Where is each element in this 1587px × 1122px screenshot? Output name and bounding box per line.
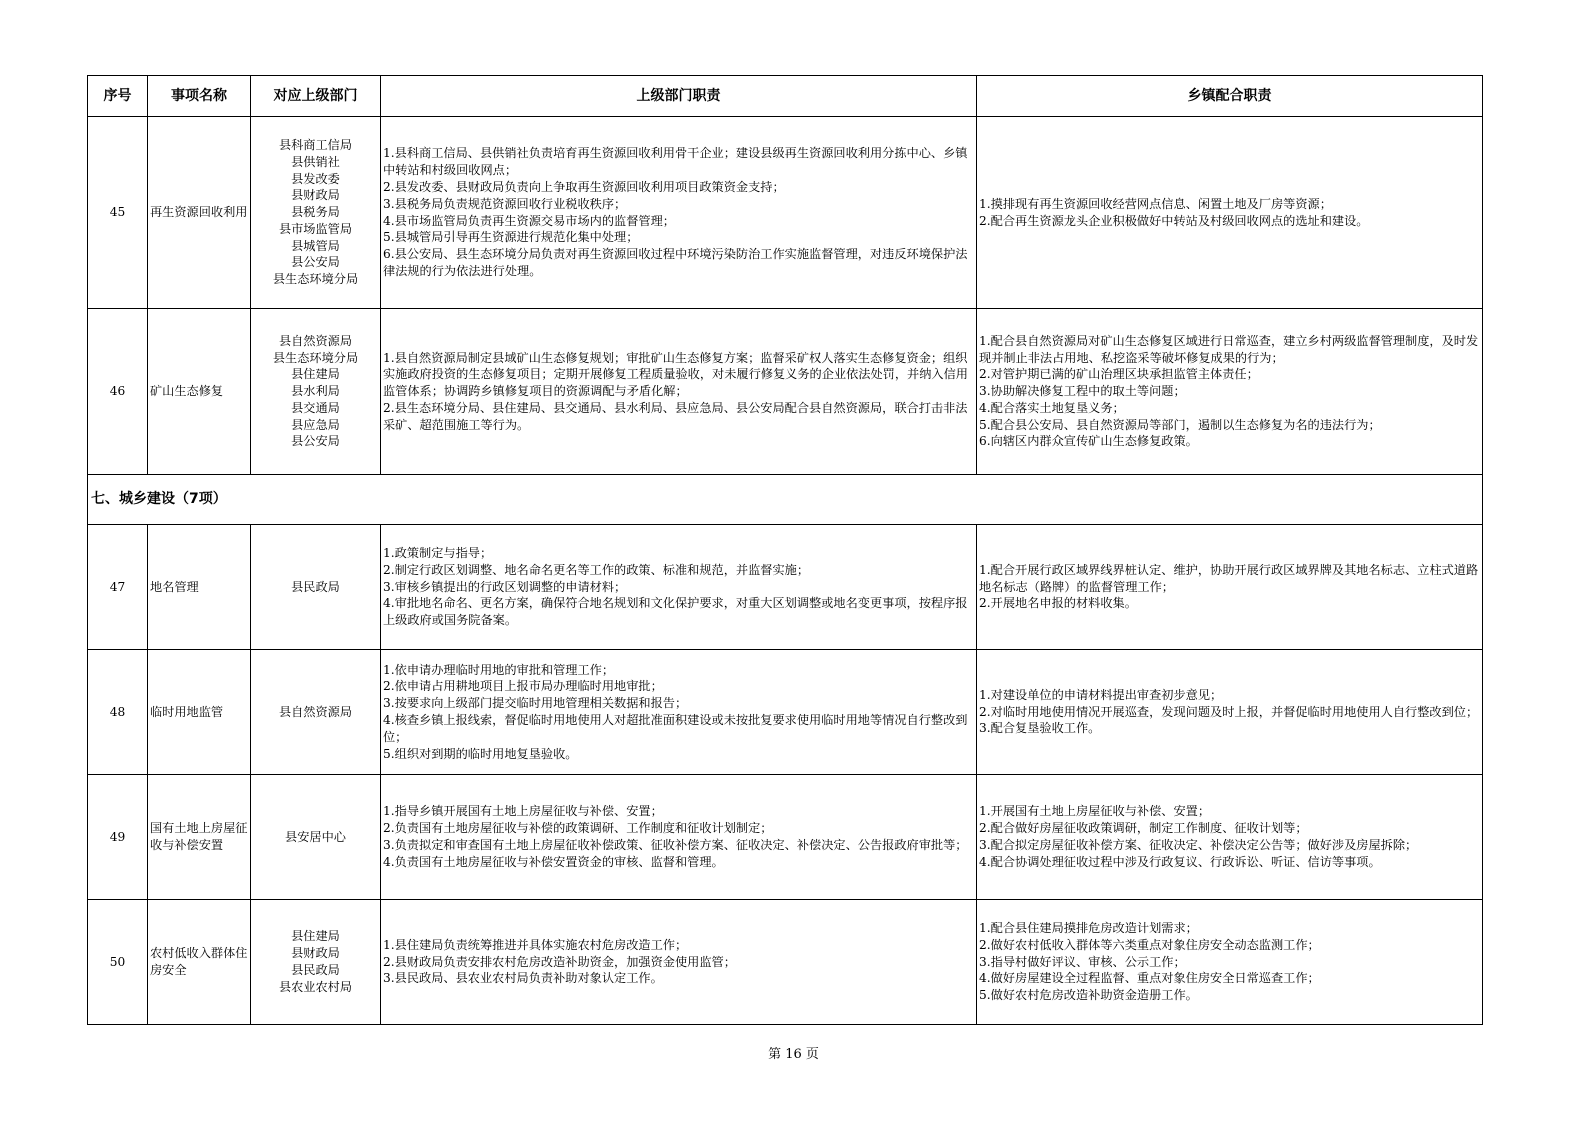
header-no: 序号: [88, 76, 148, 117]
dept-item: 县科商工信局: [278, 137, 353, 152]
dept-item: 县安居中心: [285, 829, 346, 844]
dept-item: 县住建局: [291, 929, 340, 944]
duty-item: 1.依申请办理临时用地的审批和管理工作；: [383, 662, 615, 677]
row-coop: [977, 900, 1483, 1025]
dept-item: 县发改委: [291, 171, 340, 186]
row-no: 48: [88, 650, 148, 775]
row-name: 地名管理: [148, 525, 251, 650]
header-dept: 对应上级部门: [251, 76, 381, 117]
row-duty: [381, 775, 977, 900]
row-no: 46: [88, 309, 148, 475]
coop-item: 2.做好农村低收入群体等六类重点对象住房安全动态监测工作；: [979, 937, 1320, 952]
dept-item: 县自然资源局: [278, 333, 353, 348]
dept-item: 县生态环境分局: [272, 272, 359, 287]
dept-item: 县公安局: [291, 255, 340, 270]
matters-table-wrap: [87, 75, 1482, 1025]
coop-item: 1.配合县住建局摸排危房改造计划需求；: [979, 921, 1198, 935]
duty-item: 1.县住建局负责统筹推进并具体实施农村危房改造工作；: [383, 937, 688, 952]
coop-item: 2.配合做好房屋征收政策调研，制定工作制度、征收计划等；: [979, 821, 1308, 836]
coop-item: 3.协助解决修复工程中的取土等问题；: [979, 384, 1186, 399]
table-row: [88, 117, 1483, 309]
coop-item: 5.做好农村危房改造补助资金造册工作。: [979, 988, 1198, 1003]
dept-item: 县住建局: [291, 367, 340, 382]
dept-item: 县供销社: [291, 154, 340, 169]
row-coop: [977, 309, 1483, 475]
table-row: [88, 525, 1483, 650]
row-name: 国有土地上房屋征收与补偿安置: [148, 775, 251, 900]
row-duty: [381, 900, 977, 1025]
row-duty: [381, 117, 977, 309]
header-duty: 上级部门职责: [381, 76, 977, 117]
coop-item: 1.配合开展行政区域界线界桩认定、维护，协助开展行政区域界牌及其地名标志、立柱式道路地名标志（路牌）的监督管理工作；: [979, 562, 1479, 594]
coop-item: 2.配合再生资源龙头企业积极做好中转站及村级回收网点的选址和建设。: [979, 213, 1369, 228]
duty-item: 6.县公安局、县生态环境分局负责对再生资源回收过程中环境污染防治工作实施监督管理，对违反环境保护法律法规的行为依法进行处理。: [383, 247, 968, 278]
row-depts: [251, 650, 381, 775]
section-row: [88, 475, 1483, 525]
row-name: 临时用地监管: [148, 650, 251, 775]
duty-item: 2.负责国有土地房屋征收与补偿的政策调研、工作制度和征收计划制定；: [383, 821, 773, 836]
duty-item: 3.按要求向上级部门提交临时用地管理相关数据和报告；: [383, 696, 688, 711]
row-coop: [977, 775, 1483, 900]
coop-item: 1.摸排现有再生资源回收经营网点信息、闲置土地及厂房等资源；: [979, 196, 1332, 211]
row-no: 49: [88, 775, 148, 900]
duty-item: 1.政策制定与指导；: [383, 546, 493, 560]
duty-item: 3.县民政局、县农业农村局负责补助对象认定工作。: [383, 971, 663, 986]
coop-item: 3.指导村做好评议、审核、公示工作；: [979, 954, 1186, 969]
coop-item: 5.配合县公安局、县自然资源局等部门，遏制以生态修复为名的违法行为；: [979, 417, 1381, 432]
header-row: [88, 76, 1483, 117]
table-row: [88, 900, 1483, 1025]
coop-item: 1.配合县自然资源局对矿山生态修复区域进行日常巡查，建立乡村两级监督管理制度，及时发现并制止非法占用地、私挖盗采等破坏修复成果的行为；: [979, 333, 1479, 365]
row-coop: [977, 525, 1483, 650]
duty-item: 5.组织对到期的临时用地复垦验收。: [383, 746, 578, 761]
dept-item: 县自然资源局: [278, 704, 353, 719]
row-depts: [251, 117, 381, 309]
table-row: [88, 775, 1483, 900]
duty-item: 3.审核乡镇提出的行政区划调整的申请材料；: [383, 579, 627, 594]
row-coop: [977, 117, 1483, 309]
row-depts: [251, 525, 381, 650]
row-no: 47: [88, 525, 148, 650]
duty-item: 4.核查乡镇上报线索，督促临时用地使用人对超批准面积建设或未按批复要求使用临时用地等情况自行整改到位；: [383, 713, 968, 744]
dept-item: 县财政局: [291, 946, 340, 961]
dept-item: 县城管局: [291, 238, 340, 253]
duty-item: 1.县自然资源局制定县域矿山生态修复规划；审批矿山生态修复方案；监督采矿权人落实生态修复资金；组织实施政府投资的生态修复项目；定期开展修复工程质量验收，对未履行修复义务的企业依法处罚，并纳入信用监管体系；协调跨乡镇修复项目的资源调配与矛盾化解；: [383, 350, 968, 399]
coop-item: 2.开展地名申报的材料收集。: [979, 596, 1137, 611]
page-number: 第 16 页: [768, 1047, 819, 1062]
dept-item: 县农业农村局: [278, 979, 353, 994]
header-name: 事项名称: [148, 76, 251, 117]
row-duty: [381, 309, 977, 475]
coop-item: 3.配合复垦验收工作。: [979, 721, 1101, 736]
coop-item: 6.向辖区内群众宣传矿山生态修复政策。: [979, 434, 1198, 449]
row-no: 45: [88, 117, 148, 309]
row-depts: [251, 309, 381, 475]
row-no: 50: [88, 900, 148, 1025]
dept-item: 县应急局: [291, 417, 340, 432]
coop-item: 2.对管护期已满的矿山治理区块承担监管主体责任；: [979, 367, 1259, 382]
coop-item: 1.开展国有土地上房屋征收与补偿、安置；: [979, 804, 1211, 819]
duty-item: 3.县税务局负责规范资源回收行业税收秩序；: [383, 196, 627, 211]
dept-item: 县水利局: [291, 384, 340, 399]
row-name: 矿山生态修复: [148, 309, 251, 475]
row-duty: [381, 650, 977, 775]
duty-item: 4.负责国有土地房屋征收与补偿安置资金的审核、监督和管理。: [383, 854, 724, 869]
table-row: [88, 309, 1483, 475]
coop-item: 3.配合拟定房屋征收补偿方案、征收决定、补偿决定公告等；做好涉及房屋拆除；: [979, 838, 1418, 852]
duty-item: 1.指导乡镇开展国有土地上房屋征收与补偿、安置；: [383, 804, 663, 819]
row-name: 再生资源回收利用: [148, 117, 251, 309]
duty-item: 5.县城管局引导再生资源进行规范化集中处理；: [383, 230, 639, 245]
coop-item: 4.做好房屋建设全过程监督、重点对象住房安全日常巡查工作；: [979, 971, 1320, 986]
duty-item: 2.制定行政区划调整、地名命名更名等工作的政策、标准和规范，并监督实施；: [383, 562, 810, 577]
row-duty: [381, 525, 977, 650]
duty-item: 4.审批地名命名、更名方案，确保符合地名规划和文化保护要求，对重大区划调整或地名变更事项，按程序报上级政府或国务院备案。: [383, 596, 968, 628]
duty-item: 2.县财政局负责安排农村危房改造补助资金，加强资金使用监管；: [383, 954, 736, 969]
dept-item: 县市场监管局: [278, 221, 353, 236]
row-depts: [251, 775, 381, 900]
coop-item: 4.配合协调处理征收过程中涉及行政复议、行政诉讼、听证、信访等事项。: [979, 854, 1381, 869]
duty-item: 4.县市场监管局负责再生资源交易市场内的监督管理；: [383, 213, 675, 228]
dept-item: 县生态环境分局: [272, 350, 359, 365]
coop-item: 2.对临时用地使用情况开展巡查，发现问题及时上报，并督促临时用地使用人自行整改到位；: [979, 704, 1479, 719]
row-coop: [977, 650, 1483, 775]
duty-item: 3.负责拟定和审查国有土地上房屋征收补偿政策、征收补偿方案、征收决定、补偿决定、公告报政府审批等；: [383, 838, 968, 852]
dept-item: 县民政局: [291, 579, 340, 594]
coop-item: 1.对建设单位的申请材料提出审查初步意见；: [979, 687, 1223, 702]
dept-item: 县税务局: [291, 205, 340, 220]
duty-item: 2.县生态环境分局、县住建局、县交通局、县水利局、县应急局、县公安局配合县自然资源局，联合打击非法采矿、超范围施工等行为。: [383, 400, 968, 432]
duty-item: 1.县科商工信局、县供销社负责培育再生资源回收利用骨干企业；建设县级再生资源回收利用分拣中心、乡镇中转站和村级回收网点；: [383, 146, 968, 178]
dept-item: 县民政局: [291, 963, 340, 977]
section-title: 七、城乡建设（7项）: [88, 475, 1483, 525]
dept-item: 县交通局: [291, 400, 340, 415]
header-coop: 乡镇配合职责: [977, 76, 1483, 117]
duty-item: 2.县发改委、县财政局负责向上争取再生资源回收利用项目政策资金支持；: [383, 179, 785, 194]
row-depts: [251, 900, 381, 1025]
row-name: 农村低收入群体住房安全: [148, 900, 251, 1025]
coop-item: 4.配合落实土地复垦义务；: [979, 400, 1125, 415]
duty-item: 2.依申请占用耕地项目上报市局办理临时用地审批；: [383, 679, 663, 694]
matters-table: [87, 75, 1483, 1025]
dept-item: 县公安局: [291, 434, 340, 449]
dept-item: 县财政局: [291, 188, 340, 203]
table-row: [88, 650, 1483, 775]
